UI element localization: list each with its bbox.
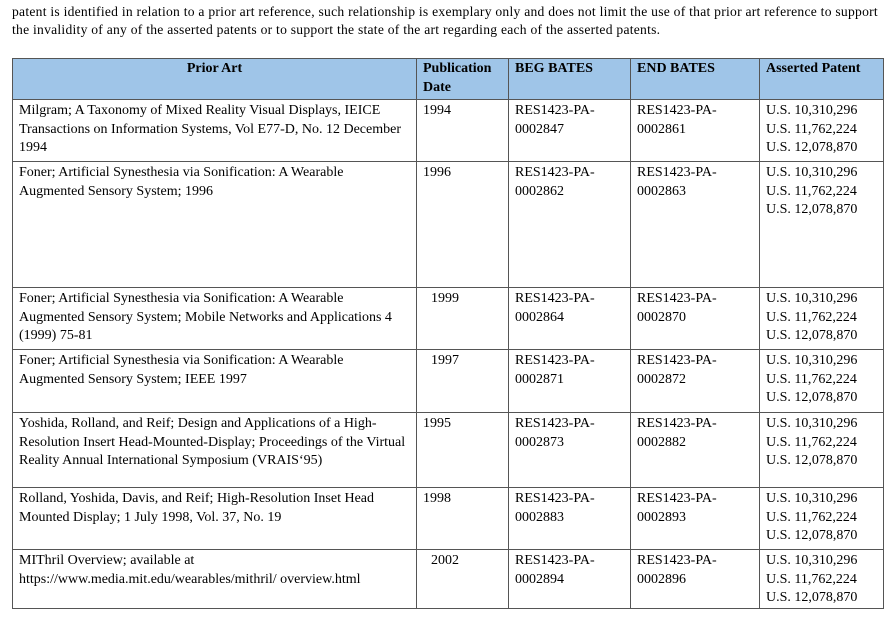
patent-number: U.S. 10,310,296: [766, 491, 858, 506]
patent-number: U.S. 11,762,224: [766, 371, 857, 387]
patent-number: U.S. 10,310,296: [766, 291, 858, 306]
asserted-patent-cell: [760, 100, 884, 162]
table-row: [13, 162, 884, 288]
beg-bates-cell: RES1423-PA-0002894: [509, 550, 631, 609]
publication-date-cell: 1998: [417, 488, 509, 550]
publication-date-cell: 1997: [417, 350, 509, 413]
patent-number: U.S. 10,310,296: [766, 353, 858, 368]
prior-art-cell: Foner; Artificial Synesthesia via Sonification: A Wearable Augmented Sensory System; Mobile Networks and Applications 4 (1999) 75-81: [13, 288, 417, 350]
table-row: [13, 413, 884, 488]
prior-art-cell: Rolland, Yoshida, Davis, and Reif; High-Resolution Inset Head Mounted Display; 1 July 1998, Vol. 37, No. 19: [13, 488, 417, 550]
patent-number: U.S. 11,762,224: [766, 571, 857, 587]
end-bates-cell: RES1423-PA-0002896: [631, 550, 760, 609]
beg-bates-cell: RES1423-PA-0002864: [509, 288, 631, 350]
patent-number: U.S. 11,762,224: [766, 121, 857, 137]
asserted-patent-cell: [760, 350, 884, 413]
patent-number: U.S. 12,078,870: [766, 390, 858, 405]
prior-art-cell: Foner; Artificial Synesthesia via Sonification: A Wearable Augmented Sensory System; IEEE 1997: [13, 350, 417, 413]
patent-number: U.S. 12,078,870: [766, 328, 858, 343]
table-row: [13, 288, 884, 350]
beg-bates-cell: RES1423-PA-0002883: [509, 488, 631, 550]
end-bates-cell: RES1423-PA-0002863: [631, 162, 760, 288]
asserted-patent-cell: [760, 413, 884, 488]
asserted-patent-cell: [760, 162, 884, 288]
header-end-bates: END BATES: [631, 59, 760, 100]
beg-bates-cell: RES1423-PA-0002873: [509, 413, 631, 488]
table-row: [13, 100, 884, 162]
publication-date-cell: 1995: [417, 413, 509, 488]
publication-date-cell: 1994: [417, 100, 509, 162]
header-beg-bates: BEG BATES: [509, 59, 631, 100]
patent-number: U.S. 12,078,870: [766, 202, 858, 217]
end-bates-cell: RES1423-PA-0002861: [631, 100, 760, 162]
patent-number: U.S. 10,310,296: [766, 553, 858, 568]
publication-date-cell: 1996: [417, 162, 509, 288]
patent-number: U.S. 11,762,224: [766, 434, 857, 450]
publication-date-cell: 2002: [417, 550, 509, 609]
beg-bates-cell: RES1423-PA-0002862: [509, 162, 631, 288]
header-publication-date: Publication Date: [417, 59, 509, 100]
prior-art-cell: MIThril Overview; available at https://www.media.mit.edu/wearables/mithril/ overview.html: [13, 550, 417, 609]
patent-number: U.S. 10,310,296: [766, 165, 858, 180]
table-row: [13, 488, 884, 550]
prior-art-cell: Milgram; A Taxonomy of Mixed Reality Visual Displays, IEICE Transactions on Information Systems, Vol E77-D, No. 12 December 1994: [13, 100, 417, 162]
patent-number: U.S. 12,078,870: [766, 590, 858, 605]
prior-art-cell: Foner; Artificial Synesthesia via Sonification: A Wearable Augmented Sensory System; 1996: [13, 162, 417, 288]
patent-number: U.S. 11,762,224: [766, 309, 857, 325]
patent-number: U.S. 12,078,870: [766, 140, 858, 155]
end-bates-cell: RES1423-PA-0002893: [631, 488, 760, 550]
end-bates-cell: RES1423-PA-0002872: [631, 350, 760, 413]
patent-number: U.S. 11,762,224: [766, 183, 857, 199]
asserted-patent-cell: [760, 550, 884, 609]
prior-art-cell: Yoshida, Rolland, and Reif; Design and Applications of a High-Resolution Insert Head-Mounted-Display; Proceedings of the Virtual Reality Annual International Symposium (VRAIS‘95): [13, 413, 417, 488]
patent-number: U.S. 11,762,224: [766, 509, 857, 525]
patent-number: U.S. 10,310,296: [766, 416, 858, 431]
header-prior-art: Prior Art: [13, 59, 417, 100]
table-row: [13, 350, 884, 413]
prior-art-table: [12, 58, 884, 609]
table-header-row: [13, 59, 884, 100]
publication-date-cell: 1999: [417, 288, 509, 350]
asserted-patent-cell: [760, 288, 884, 350]
beg-bates-cell: RES1423-PA-0002847: [509, 100, 631, 162]
patent-number: U.S. 12,078,870: [766, 528, 858, 543]
asserted-patent-cell: [760, 488, 884, 550]
table-row: [13, 550, 884, 609]
patent-number: U.S. 10,310,296: [766, 103, 858, 118]
end-bates-cell: RES1423-PA-0002882: [631, 413, 760, 488]
intro-paragraph: patent is identified in relation to a prior art reference, such relationship is exemplary only and does not limit the use of that prior art reference to support the invalidity of any of the asserted patents or to support the state of the art regarding each of the asserted patents.: [12, 4, 878, 37]
end-bates-cell: RES1423-PA-0002870: [631, 288, 760, 350]
patent-number: U.S. 12,078,870: [766, 453, 858, 468]
header-asserted-patent: Asserted Patent: [760, 59, 884, 100]
beg-bates-cell: RES1423-PA-0002871: [509, 350, 631, 413]
